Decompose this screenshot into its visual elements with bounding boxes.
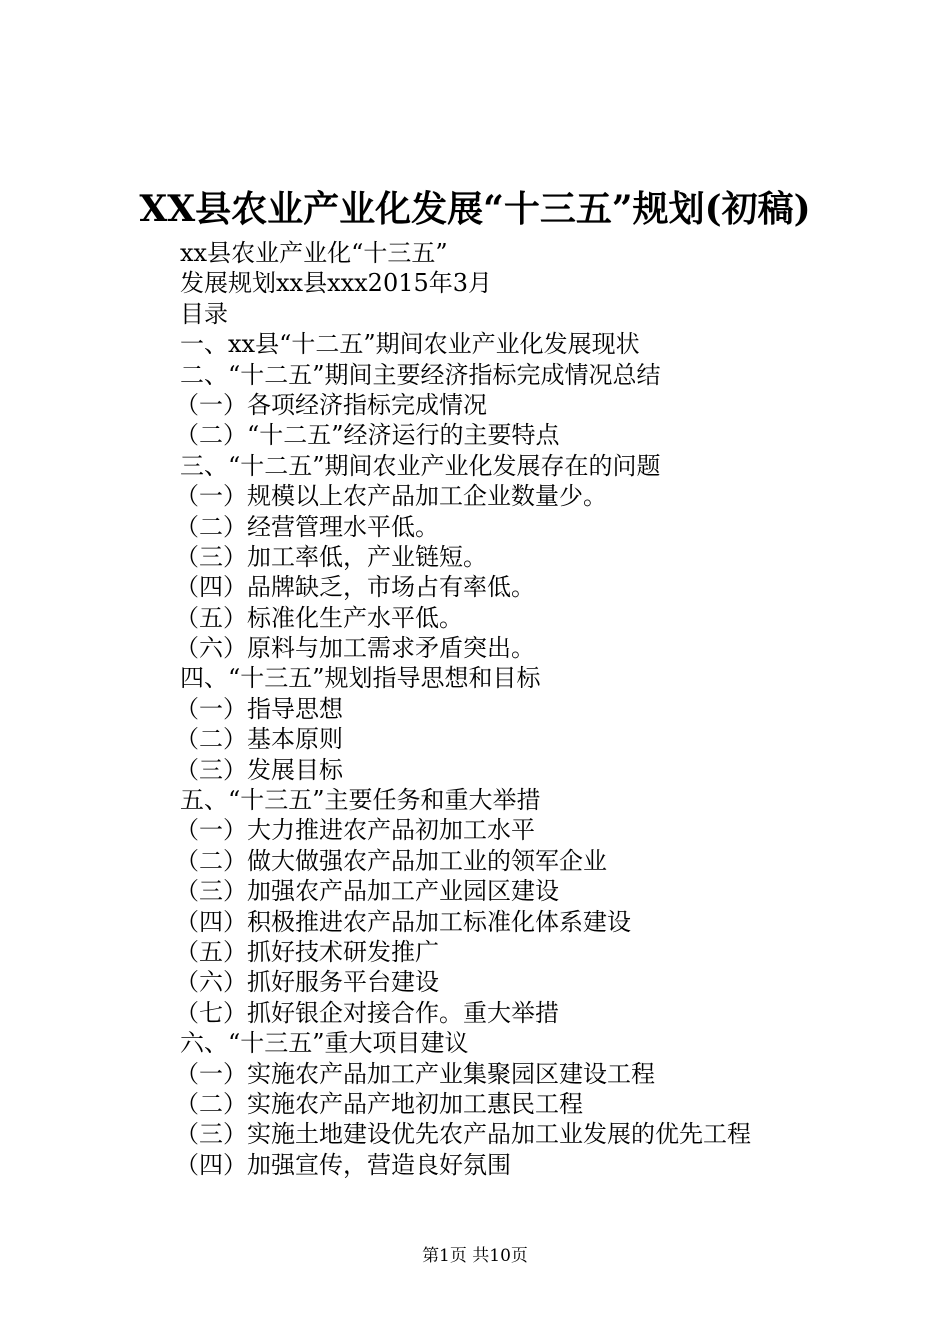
toc-line: 发展规划xx县xxx2015年3月 <box>180 269 493 298</box>
toc-line: 五、“十三五”主要任务和重大举措 <box>180 786 541 815</box>
toc-line: （二）实施农产品产地初加工惠民工程 <box>175 1089 583 1118</box>
table-of-contents <box>175 238 900 1180</box>
toc-line: （六）原料与加工需求矛盾突出。 <box>175 634 535 663</box>
toc-line: 四、“十三五”规划指导思想和目标 <box>180 664 541 693</box>
toc-line: （一）实施农产品加工产业集聚园区建设工程 <box>175 1059 655 1088</box>
toc-line: 一、xx县“十二五”期间农业产业化发展现状 <box>180 330 640 359</box>
toc-line: （三）发展目标 <box>175 755 343 784</box>
toc-line: （三）加工率低，产业链短。 <box>175 542 487 571</box>
toc-line: （一）指导思想 <box>175 694 343 723</box>
toc-line: （四）品牌缺乏，市场占有率低。 <box>175 573 535 602</box>
toc-line: （一）大力推进农产品初加工水平 <box>175 816 535 845</box>
toc-line: 六、“十三五”重大项目建议 <box>180 1029 469 1058</box>
toc-line: （四）加强宣传，营造良好氛围 <box>175 1150 511 1179</box>
toc-line: （三）加强农产品加工产业园区建设 <box>175 877 559 906</box>
toc-line: （一）各项经济指标完成情况 <box>175 390 487 419</box>
toc-line: （二）基本原则 <box>175 725 343 754</box>
toc-line: （二）“十二五”经济运行的主要特点 <box>175 421 560 450</box>
toc-line: （二）经营管理水平低。 <box>175 512 439 541</box>
toc-line: （六）抓好服务平台建设 <box>175 968 439 997</box>
page-number-footer: 第1页 共10页 <box>422 1246 528 1266</box>
toc-line: （四）积极推进农产品加工标准化体系建设 <box>175 907 631 936</box>
toc-line: 三、“十二五”期间农业产业化发展存在的问题 <box>180 451 661 480</box>
toc-line: （五）标准化生产水平低。 <box>175 603 463 632</box>
toc-line: （七）抓好银企对接合作。重大举措 <box>175 998 559 1027</box>
toc-line: （五）抓好技术研发推广 <box>175 937 439 966</box>
toc-line: （一）规模以上农产品加工企业数量少。 <box>175 482 607 511</box>
toc-line: 目录 <box>180 299 228 328</box>
toc-line: （三）实施土地建设优先农产品加工业发展的优先工程 <box>175 1120 751 1149</box>
toc-line: 二、“十二五”期间主要经济指标完成情况总结 <box>180 360 661 389</box>
toc-line: xx县农业产业化“十三五” <box>180 239 448 267</box>
document-title: XX县农业产业化发展“十三五”规划(初稿) <box>139 188 811 230</box>
toc-line: （二）做大做强农产品加工业的领军企业 <box>175 846 607 875</box>
